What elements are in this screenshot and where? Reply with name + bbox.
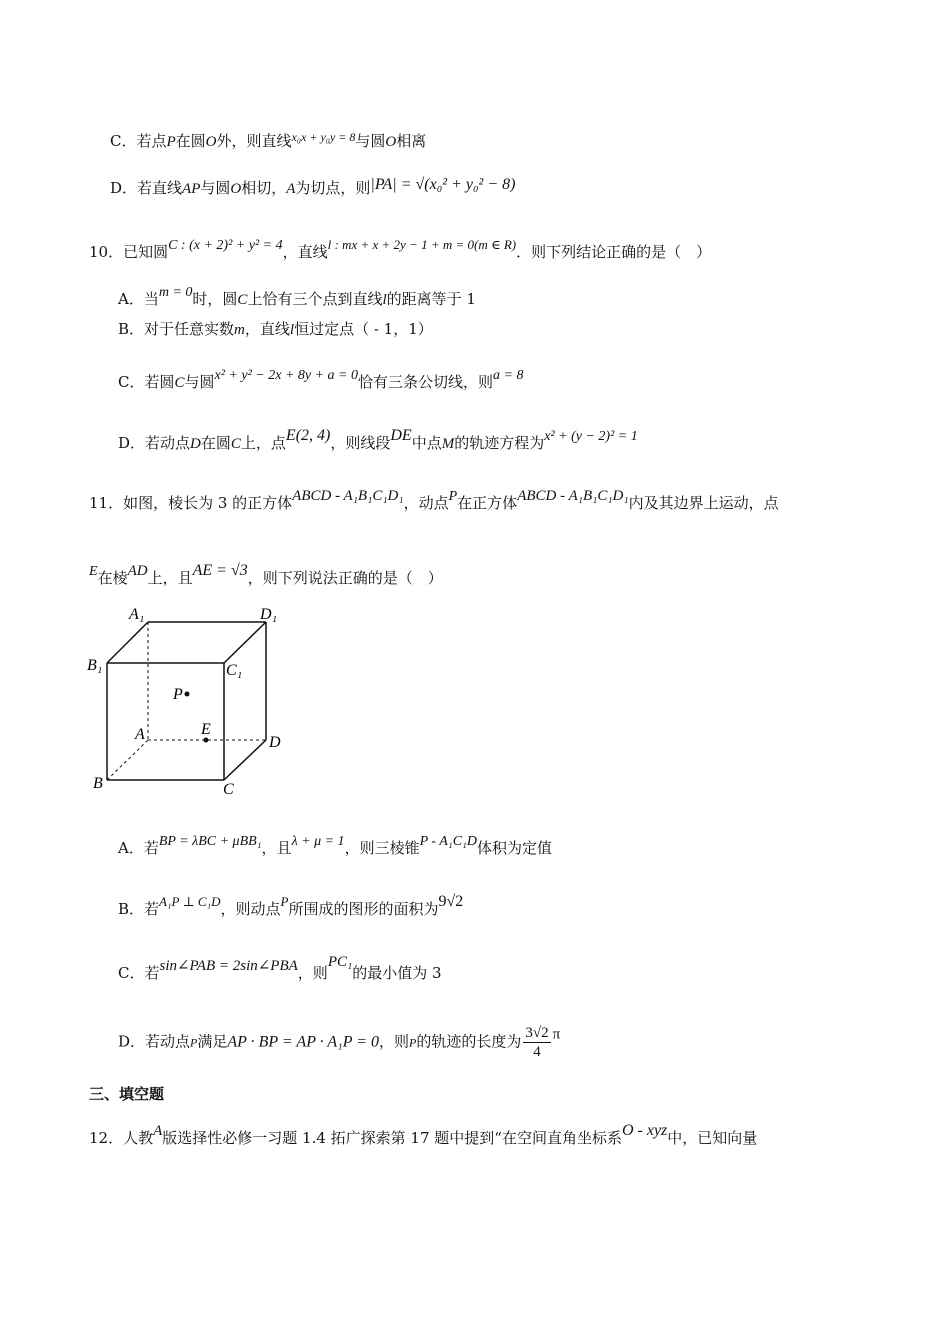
label-b: B xyxy=(93,775,103,792)
q12-stem: 12．人教A版选择性必修一习题 1.4 拓广探索第 17 题中提到“在空间直角坐标系O - xyz中，已知向量 xyxy=(89,1122,758,1147)
label-a: A xyxy=(135,726,145,743)
point-p xyxy=(185,692,190,697)
formula: E(2, 4) xyxy=(285,427,331,444)
formula: DE xyxy=(390,427,412,444)
edge-c-d xyxy=(224,740,266,780)
q9-option-c: C．若点P在圆O外，则直线$^{x_0x + y_0y = 8}$与圆O相离 xyxy=(110,130,427,150)
q10-option-d: D．若动点D在圆C上，点E(2, 4)，则线段DE中点M的轨迹方程为x² + (y − 2)² = 1 xyxy=(118,427,638,452)
formula: |PA| = √(x₀² + y₀² − 8) xyxy=(370,176,516,193)
formula: l : mx + x + 2y − 1 + m = 0(m ∈ R) xyxy=(327,237,517,252)
formula: BP = λBC + μBB₁ xyxy=(158,834,262,849)
formula: x² + y² − 2x + 8y + a = 0 xyxy=(214,368,359,383)
point-e xyxy=(204,738,209,743)
formula: x₀x + y₀y = 8 xyxy=(291,130,356,144)
section-heading: 三、填空题 xyxy=(89,1085,165,1103)
label-c: C xyxy=(223,781,234,798)
q9-option-d: D．若直线AP与圆O相切，A为切点，则|PA| = √(x₀² + y₀² − 8) xyxy=(110,176,516,197)
q11-option-a: A．若BP = λBC + μBB₁，且λ + μ = 1，则三棱锥P - A₁C₁D体积为定值 xyxy=(118,834,553,857)
formula: m = 0 xyxy=(158,285,193,300)
formula: 9√2 xyxy=(438,893,464,910)
formula: ABCD - A₁B₁C₁D₁ xyxy=(292,488,404,504)
label-a1: A₁ xyxy=(129,606,145,623)
edge-c1-d1 xyxy=(224,622,266,663)
q11-stem-line1: 11．如图，棱长为 3 的正方体ABCD - A₁B₁C₁D₁，动点P在正方体ABCD - A₁B₁C₁D₁内及其边界上运动，点 xyxy=(89,488,779,512)
formula: PC₁ xyxy=(327,954,353,970)
label-b1: B₁ xyxy=(87,657,103,674)
q10-option-c: C．若圆C与圆x² + y² − 2x + 8y + a = 0恰有三条公切线，则a = 8 xyxy=(118,368,524,391)
label-e: E xyxy=(201,721,211,738)
label-d1: D₁ xyxy=(260,606,278,623)
formula: O - xyz xyxy=(621,1122,668,1139)
formula: λ + μ = 1 xyxy=(291,834,345,849)
formula: C : (x + 2)² + y² = 4 xyxy=(168,238,283,253)
label-d: D xyxy=(269,734,281,751)
q10-stem: 10．已知圆C : (x + 2)² + y² = 4，直线l : mx + x + 2y − 1 + m = 0(m ∈ R)．则下列结论正确的是（ ） xyxy=(89,237,712,261)
formula: AP · BP = AP · A₁P = 0 xyxy=(227,1033,379,1051)
edge-b1-a1 xyxy=(107,622,148,663)
formula: sin∠PAB = 2sin∠PBA xyxy=(159,958,298,974)
formula: AE = √3 xyxy=(192,562,248,579)
edge-b-a xyxy=(107,740,148,780)
formula: x² + (y − 2)² = 1 xyxy=(544,429,638,444)
label-c1: C₁ xyxy=(226,662,243,679)
label-p: P xyxy=(173,686,183,703)
q10-option-b: B．对于任意实数m，直线l恒过定点（ - 1，1） xyxy=(118,320,433,338)
formula: A₁P ⊥ C₁D xyxy=(159,894,221,909)
q11-option-b: B．若A₁P ⊥ C₁D，则动点P所围成的图形的面积为9√2 xyxy=(118,893,464,918)
formula: a = 8 xyxy=(493,368,524,383)
cube-figure xyxy=(85,600,285,800)
formula: ABCD - A₁B₁C₁D₁ xyxy=(517,488,629,504)
q11-option-d: D．若动点P满足AP · BP = AP · A₁P = 0，则P的轨迹的长度为 $\frac{3√2}{4}$ π xyxy=(118,1025,561,1060)
q11-stem-line2: E在棱AD上，且AE = √3，则下列说法正确的是（ ） xyxy=(89,562,443,587)
q11-option-c: C．若sin∠PAB = 2sin∠PBA，则PC₁的最小值为 3 xyxy=(118,954,442,982)
formula: P - A₁C₁D xyxy=(419,834,478,849)
fraction: $\frac{3√2}{4}$ xyxy=(525,1025,549,1060)
q10-option-a: A．当m = 0时，圆C上恰有三个点到直线l的距离等于 1 xyxy=(118,285,476,308)
